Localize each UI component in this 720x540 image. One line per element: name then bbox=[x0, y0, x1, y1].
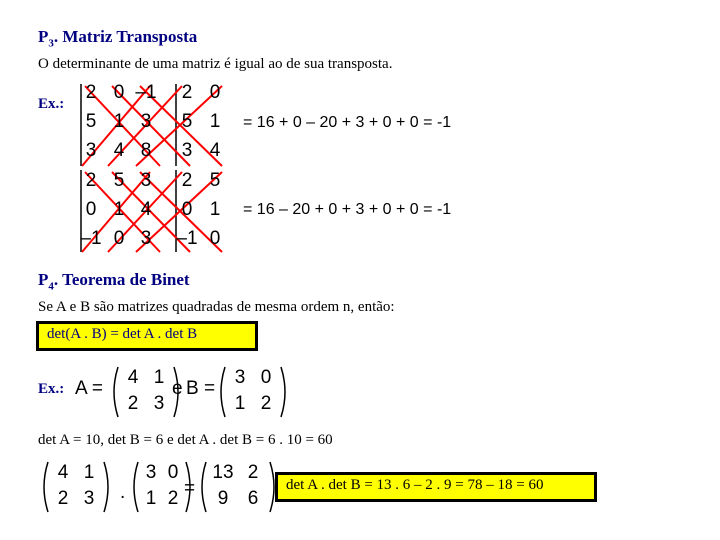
p3-equation-a: = 16 + 0 – 20 + 3 + 0 + 0 = -1 bbox=[243, 114, 452, 131]
p4-example-label: Ex.: bbox=[38, 381, 65, 397]
matrix-cell: 2 bbox=[260, 393, 272, 414]
matrix-cell: 4 bbox=[57, 462, 69, 483]
result-box bbox=[275, 472, 597, 502]
matrix-cell: 2 bbox=[85, 82, 97, 103]
matrix-cell: 1 bbox=[83, 462, 95, 483]
matrix-cell: 4 bbox=[127, 367, 139, 388]
left-parenthesis bbox=[202, 462, 206, 512]
matrix-cell: 3 bbox=[181, 140, 193, 161]
matrix-cell: –1 bbox=[80, 228, 102, 249]
product-equals: = bbox=[184, 478, 196, 499]
matrix-cell: 0 bbox=[209, 82, 221, 103]
matrix-cell: 2 bbox=[181, 82, 193, 103]
matrix-cell: 2 bbox=[167, 488, 179, 509]
matrix-cell: 3 bbox=[140, 170, 152, 191]
matrix-cell: 3 bbox=[83, 488, 95, 509]
det-line: det A = 10, det B = 6 e det A . det B = 6 . 10 = 60 bbox=[38, 432, 333, 448]
parentheses bbox=[217, 365, 289, 419]
matrix-cell: 1 bbox=[113, 199, 125, 220]
matrix-cell: 2 bbox=[247, 462, 259, 483]
p4-title: $P_4$. Teorema de Binet bbox=[38, 270, 190, 293]
binet-formula: det(A . B) = det A . det B bbox=[47, 326, 198, 342]
matrix-a-name: A = bbox=[75, 378, 103, 399]
matrix-cell: 0 bbox=[85, 199, 97, 220]
matrix-cell: 5 bbox=[181, 111, 193, 132]
conjunction-e: e bbox=[172, 378, 183, 399]
parentheses bbox=[40, 460, 112, 514]
matrix-cell: 3 bbox=[140, 228, 152, 249]
matrix-cell: 13 bbox=[212, 462, 234, 483]
matrix-cell: 1 bbox=[145, 488, 157, 509]
matrix-cell: 2 bbox=[127, 393, 139, 414]
p3-example-label: Ex.: bbox=[38, 96, 65, 112]
matrix-cell: 2 bbox=[181, 170, 193, 191]
matrix-cell: –1 bbox=[176, 228, 198, 249]
matrix-cell: 1 bbox=[209, 111, 221, 132]
left-parenthesis bbox=[114, 367, 118, 417]
matrix-cell: 3 bbox=[153, 393, 165, 414]
matrix-cell: 3 bbox=[145, 462, 157, 483]
left-parenthesis bbox=[44, 462, 48, 512]
right-parenthesis bbox=[270, 462, 274, 512]
left-parenthesis bbox=[134, 462, 138, 512]
matrix-cell: 4 bbox=[209, 140, 221, 161]
matrix-cell: –1 bbox=[135, 82, 157, 103]
matrix-cell: 0 bbox=[260, 367, 272, 388]
binet-formula-box bbox=[36, 321, 258, 351]
matrix-cell: 6 bbox=[247, 488, 259, 509]
p3-title: $P_3$. Matriz Transposta bbox=[38, 27, 198, 50]
matrix-cell: 5 bbox=[209, 170, 221, 191]
matrix-cell: 2 bbox=[85, 170, 97, 191]
matrix-cell: 0 bbox=[181, 199, 193, 220]
right-parenthesis bbox=[281, 367, 285, 417]
p3-equation-b: = 16 – 20 + 0 + 3 + 0 + 0 = -1 bbox=[243, 201, 452, 218]
matrix-cell: 3 bbox=[85, 140, 97, 161]
matrix-cell: 3 bbox=[140, 111, 152, 132]
matrix-cell: 2 bbox=[57, 488, 69, 509]
matrix-cell: 5 bbox=[113, 170, 125, 191]
matrix-cell: 1 bbox=[153, 367, 165, 388]
matrix-cell: 5 bbox=[85, 111, 97, 132]
right-parenthesis bbox=[174, 367, 178, 417]
p4-statement: Se A e B são matrizes quadradas de mesma ordem n, então: bbox=[38, 299, 395, 315]
matrix-cell: 1 bbox=[113, 111, 125, 132]
parentheses bbox=[110, 365, 182, 419]
matrix-cell: 1 bbox=[209, 199, 221, 220]
matrix-cell: 4 bbox=[113, 140, 125, 161]
matrix-cell: 0 bbox=[209, 228, 221, 249]
matrix-b-name: B = bbox=[186, 378, 216, 399]
matrix-cell: 0 bbox=[167, 462, 179, 483]
p3-statement: O determinante de uma matriz é igual ao de sua transposta. bbox=[38, 56, 393, 72]
left-parenthesis bbox=[221, 367, 225, 417]
right-parenthesis bbox=[104, 462, 108, 512]
result-text: det A . det B = 13 . 6 – 2 . 9 = 78 – 18 = 60 bbox=[286, 477, 544, 493]
matrix-cell: 4 bbox=[140, 199, 152, 220]
matrix-cell: 8 bbox=[140, 140, 152, 161]
matrix-cell: 9 bbox=[217, 488, 229, 509]
matrix-cell: 0 bbox=[113, 228, 125, 249]
product-dot: . bbox=[120, 482, 126, 503]
matrix-cell: 3 bbox=[234, 367, 246, 388]
matrix-cell: 0 bbox=[113, 82, 125, 103]
matrix-cell: 1 bbox=[234, 393, 246, 414]
